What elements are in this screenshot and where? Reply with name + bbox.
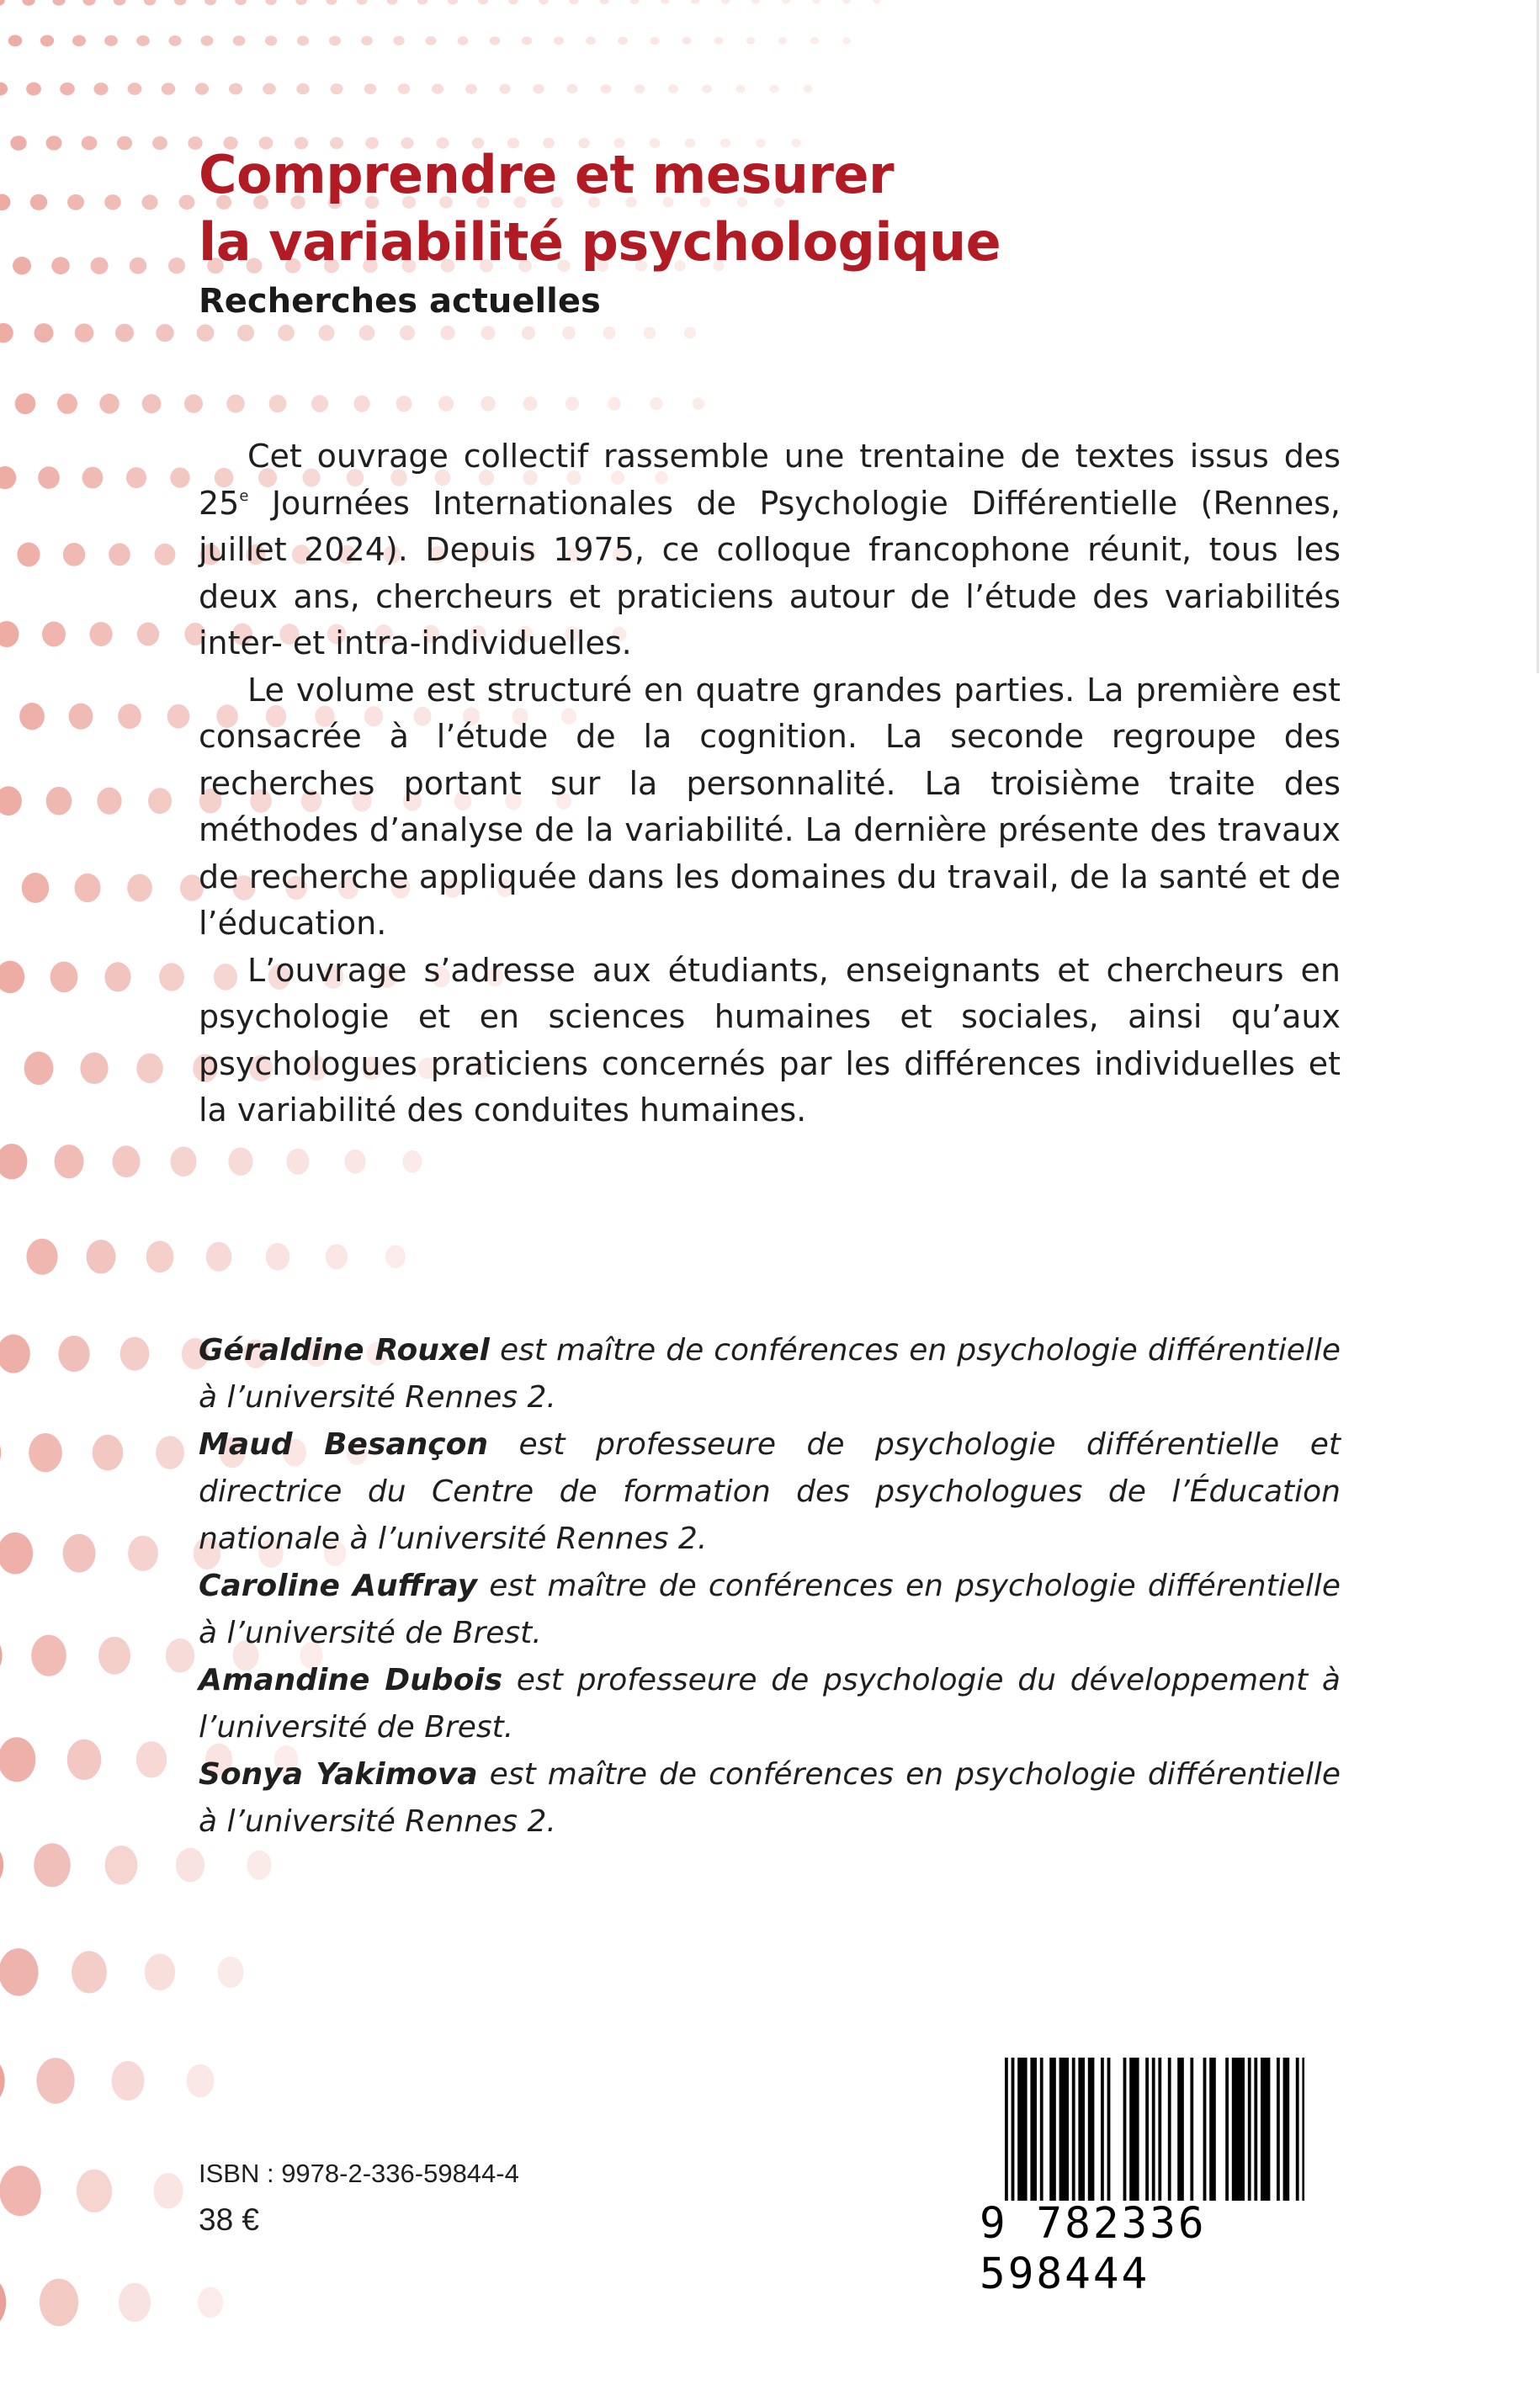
decor-dot xyxy=(31,1635,66,1676)
barcode-bar xyxy=(1190,2058,1193,2201)
decor-dot xyxy=(170,1146,196,1177)
barcode-digits: 9 782336 598444 xyxy=(980,2199,1207,2299)
decor-dot xyxy=(155,544,176,566)
decor-dot xyxy=(481,326,496,340)
decor-dot xyxy=(128,82,142,95)
decor-dot xyxy=(176,1848,204,1883)
decor-dot xyxy=(269,395,287,412)
decor-dot xyxy=(714,37,724,45)
decor-dot xyxy=(58,1336,89,1372)
decor-dot xyxy=(198,2287,223,2319)
decor-dot xyxy=(218,1957,244,1988)
decor-dot xyxy=(168,258,185,274)
decor-dot xyxy=(26,1239,57,1275)
decor-dot xyxy=(0,1841,3,1889)
decor-dot xyxy=(668,84,678,93)
page-edge-line xyxy=(1537,0,1539,673)
decor-dot xyxy=(187,2064,215,2098)
barcode-bar xyxy=(1017,2058,1027,2201)
barcode-bar xyxy=(1254,2058,1257,2201)
decor-dot xyxy=(782,0,790,4)
decor-dot xyxy=(359,325,375,340)
decor-dot xyxy=(702,85,712,93)
decor-dot xyxy=(13,257,31,274)
barcode-bar xyxy=(1261,2058,1270,2201)
decor-dot xyxy=(60,82,75,95)
decor-dot xyxy=(120,1337,150,1371)
summary-paragraph-1 xyxy=(199,433,1341,667)
decor-dot xyxy=(75,874,101,902)
decor-dot xyxy=(387,0,397,5)
decor-dot xyxy=(63,543,85,566)
decor-dot xyxy=(329,36,341,46)
barcode-bar xyxy=(1296,2058,1299,2201)
decor-dot xyxy=(499,84,510,94)
decor-dot xyxy=(684,327,696,339)
decor-dot xyxy=(89,622,112,646)
barcode-bar xyxy=(1277,2058,1280,2201)
decor-dot xyxy=(30,194,47,210)
barcode-bars xyxy=(1005,2058,1304,2207)
decor-dot xyxy=(266,1243,289,1271)
barcode-bar xyxy=(1158,2058,1161,2201)
decor-dot xyxy=(810,37,819,44)
author-bio-text: est professeure de psychologie différentielle et directrice du Centre de formation des psychologues de l’Éducation nationale à l’université Rennes 2. xyxy=(199,1427,1341,1556)
book-subtitle: Recherches actuelles xyxy=(199,282,601,321)
decor-dot xyxy=(112,2061,145,2101)
decor-dot xyxy=(114,0,125,5)
decor-dot xyxy=(0,961,24,994)
barcode-bar xyxy=(1129,2058,1139,2201)
decor-dot xyxy=(618,37,628,45)
barcode-bar xyxy=(1012,2058,1015,2201)
decor-dot xyxy=(533,84,544,93)
barcode-bar xyxy=(1030,2058,1037,2201)
book-summary xyxy=(199,433,1341,1134)
decor-dot xyxy=(0,2275,6,2330)
barcode-bar xyxy=(1302,2058,1304,2201)
decor-dot xyxy=(751,0,760,4)
ean13-barcode-icon xyxy=(974,2051,1332,2299)
decor-dot xyxy=(353,396,369,412)
decor-dot xyxy=(82,467,104,489)
decor-dot xyxy=(265,0,276,5)
decor-dot xyxy=(567,84,578,93)
decor-dot xyxy=(15,393,36,414)
decor-dot xyxy=(98,1637,130,1675)
decor-dot xyxy=(46,135,62,150)
decor-dot xyxy=(0,0,5,6)
decor-dot xyxy=(364,83,377,94)
decor-dot xyxy=(159,963,184,991)
decor-dot xyxy=(91,258,109,274)
decor-dot xyxy=(326,1244,348,1269)
decor-dot xyxy=(126,467,146,488)
decor-dot xyxy=(402,1150,422,1173)
decor-dot xyxy=(83,0,96,6)
barcode-bar xyxy=(1107,2058,1111,2201)
barcode-bar xyxy=(1283,2058,1290,2201)
decor-dot xyxy=(0,466,16,489)
decor-dot xyxy=(8,35,23,47)
decor-dot xyxy=(842,37,851,44)
author-biographies xyxy=(199,1327,1341,1846)
decor-dot xyxy=(24,1052,54,1086)
decor-dot xyxy=(682,37,692,45)
decor-dot xyxy=(206,1242,232,1272)
decor-dot xyxy=(0,1432,1,1474)
decor-dot xyxy=(278,325,295,342)
decor-dot xyxy=(72,35,86,46)
decor-dot xyxy=(162,82,176,94)
author-bio xyxy=(199,1327,1341,1421)
decor-dot xyxy=(82,136,98,151)
decor-dot xyxy=(19,703,45,730)
decor-dot xyxy=(204,0,216,5)
barcode-bar xyxy=(1049,2058,1056,2201)
decor-dot xyxy=(635,84,645,93)
decor-dot xyxy=(67,1740,102,1780)
decor-dot xyxy=(55,1145,84,1178)
decor-dot xyxy=(22,0,35,6)
decor-dot xyxy=(104,35,118,46)
decor-dot xyxy=(508,0,518,4)
barcode-bar xyxy=(1005,2058,1008,2201)
decor-dot xyxy=(522,327,535,340)
decor-dot xyxy=(153,2173,183,2209)
decor-dot xyxy=(0,1144,28,1179)
decor-dot xyxy=(69,704,93,730)
decor-dot xyxy=(0,621,19,647)
decor-dot xyxy=(167,704,190,729)
decor-dot xyxy=(458,36,469,45)
summary-p1-start: Cet ouvrage collectif rassemble une trentaine de textes issus des 25 xyxy=(199,438,1341,522)
author-bio xyxy=(199,1421,1341,1563)
barcode-bar xyxy=(1225,2058,1229,2201)
decor-dot xyxy=(778,37,787,44)
decor-dot xyxy=(0,2055,5,2107)
decor-dot xyxy=(0,2165,41,2216)
title-line-2: la variabilité psychologique xyxy=(199,211,1001,273)
decor-dot xyxy=(265,35,277,45)
decor-dot xyxy=(661,0,669,4)
author-name: Amandine Dubois xyxy=(199,1663,503,1697)
decor-dot xyxy=(156,324,173,342)
decor-dot xyxy=(174,0,186,5)
decor-dot xyxy=(137,623,159,646)
author-bio-text: est maître de conférences en psychologie différentielle à l’université Rennes 2. xyxy=(199,1757,1341,1839)
author-bio-text: est maître de conférences en psychologie différentielle à l’université Rennes 2. xyxy=(199,1333,1341,1415)
decor-dot xyxy=(874,0,881,3)
decor-dot xyxy=(35,323,54,343)
author-bio xyxy=(199,1657,1341,1751)
decor-dot xyxy=(693,397,704,410)
decor-dot xyxy=(233,35,246,45)
decor-dot xyxy=(113,1145,141,1177)
author-bio xyxy=(199,1563,1341,1657)
decor-dot xyxy=(0,194,10,211)
decor-dot xyxy=(104,962,130,991)
decor-dot xyxy=(735,85,745,93)
decor-dot xyxy=(237,325,254,342)
decor-dot xyxy=(297,36,309,46)
summary-paragraph-2: Le volume est structuré en quatre grandes parties. La première est consacrée à l’étude de la cognition. La seconde regroupe des recherches portant sur la personnalité. La troisième traite des méthodes d’analyse de la variabilité. La dernière présente des travaux de recherche appliquée dans les domaines du travail, de la santé et de l’éducation. xyxy=(199,671,1341,942)
decor-dot xyxy=(522,36,532,45)
decor-dot xyxy=(127,874,152,902)
decor-dot xyxy=(644,327,656,338)
decor-dot xyxy=(562,327,576,340)
barcode-bar xyxy=(1232,2058,1245,2201)
decor-dot xyxy=(432,84,443,94)
decor-dot xyxy=(67,194,84,210)
decor-dot xyxy=(586,37,596,45)
decor-dot xyxy=(26,82,41,96)
decor-dot xyxy=(104,194,121,210)
barcode-bar xyxy=(1088,2058,1095,2201)
decor-dot xyxy=(417,0,427,4)
decor-dot xyxy=(146,1240,174,1272)
barcode-bar xyxy=(1177,2058,1184,2201)
decor-dot xyxy=(539,0,548,4)
decor-dot xyxy=(136,1054,162,1084)
author-name: Sonya Yakimova xyxy=(199,1757,478,1792)
decor-dot xyxy=(0,786,22,815)
decor-dot xyxy=(425,36,436,45)
decor-dot xyxy=(144,0,156,5)
decor-dot xyxy=(770,85,779,93)
decor-dot xyxy=(812,0,820,3)
decor-dot xyxy=(603,327,615,339)
barcode-bar xyxy=(1078,2058,1085,2201)
decor-dot xyxy=(97,788,121,815)
decor-dot xyxy=(331,83,343,94)
decor-dot xyxy=(128,1536,158,1571)
decor-dot xyxy=(50,962,78,993)
decor-dot xyxy=(344,1150,365,1174)
ordinal-superscript: e xyxy=(239,486,249,505)
decor-dot xyxy=(0,1532,33,1575)
barcode-bar xyxy=(1059,2058,1069,2201)
barcode-bar xyxy=(1040,2058,1043,2201)
author-bio xyxy=(199,1751,1341,1846)
decor-dot xyxy=(385,1246,406,1269)
decor-dot xyxy=(721,0,730,4)
decor-dot xyxy=(608,397,621,411)
decor-dot xyxy=(93,82,108,95)
decor-dot xyxy=(566,396,579,411)
decor-dot xyxy=(440,326,454,340)
decor-dot xyxy=(650,37,659,45)
decor-dot xyxy=(46,787,72,815)
barcode-bar xyxy=(1203,2058,1207,2201)
decor-dot xyxy=(0,1633,3,1678)
decor-dot xyxy=(72,1951,107,1993)
decor-dot xyxy=(0,1948,39,1996)
decor-dot xyxy=(0,1737,35,1782)
author-bio-text: est maître de conférences en psychologie différentielle à l’université de Brest. xyxy=(199,1569,1341,1650)
barcode-bar xyxy=(1209,2058,1216,2201)
barcode-bar xyxy=(1123,2058,1127,2201)
decor-dot xyxy=(42,622,66,647)
decor-dot xyxy=(156,1436,184,1469)
decor-dot xyxy=(398,83,410,94)
decor-dot xyxy=(40,35,54,47)
decor-dot xyxy=(263,83,276,95)
decor-dot xyxy=(136,35,150,46)
decor-dot xyxy=(478,0,488,4)
decor-dot xyxy=(51,257,70,274)
isbn-number: ISBN : 9978-2-336-59844-4 xyxy=(199,2159,519,2188)
decor-dot xyxy=(843,0,851,3)
decor-dot xyxy=(57,394,77,414)
decor-dot xyxy=(201,35,214,45)
decor-dot xyxy=(319,325,335,341)
decor-dot xyxy=(554,36,564,45)
decor-dot xyxy=(490,36,501,45)
barcode-bar xyxy=(1152,2058,1155,2201)
decor-dot xyxy=(0,1335,30,1373)
decor-dot xyxy=(630,0,640,4)
decor-dot xyxy=(77,2170,112,2212)
book-price: 38 € xyxy=(199,2202,260,2237)
author-name: Géraldine Rouxel xyxy=(199,1333,490,1368)
decor-dot xyxy=(804,85,813,93)
title-line-1: Comprendre et mesurer xyxy=(199,144,895,205)
decor-dot xyxy=(119,2283,151,2322)
decor-dot xyxy=(130,258,147,274)
decor-dot xyxy=(87,1240,116,1273)
decor-dot xyxy=(145,1954,175,1991)
decor-dot xyxy=(184,395,203,413)
decor-dot xyxy=(0,82,8,96)
decor-dot xyxy=(393,36,404,45)
decor-dot xyxy=(465,84,477,94)
decor-dot xyxy=(75,323,93,342)
decor-dot xyxy=(357,0,368,5)
decor-dot xyxy=(311,396,328,412)
author-bio-text: est professeure de psychologie du développement à l’université de Brest. xyxy=(199,1663,1341,1745)
decor-dot xyxy=(691,0,699,4)
decor-dot xyxy=(17,543,40,567)
author-name: Maud Besançon xyxy=(199,1427,489,1462)
decor-dot xyxy=(80,1053,108,1085)
decor-dot xyxy=(99,394,119,414)
book-title xyxy=(199,141,1341,276)
decor-dot xyxy=(327,0,337,5)
decor-dot xyxy=(36,2058,74,2104)
decor-dot xyxy=(481,396,496,412)
decor-dot xyxy=(179,195,195,210)
decor-dot xyxy=(38,466,60,489)
summary-p1-end: Journées Internationales de Psychologie Différentielle (Rennes, juillet 2024). Depuis 1975, ce colloque francophone réunit, tous les deux ans, chercheurs et praticiens autour de l’étude des variabilités inter- et intra-individuelles. xyxy=(199,484,1341,661)
author-name: Caroline Auffray xyxy=(199,1569,478,1603)
decor-dot xyxy=(142,394,162,413)
decor-dot xyxy=(197,324,215,342)
decor-dot xyxy=(569,0,578,4)
decor-dot xyxy=(396,396,412,412)
decor-dot xyxy=(29,1433,62,1472)
decor-dot xyxy=(247,1851,271,1880)
decor-dot xyxy=(226,395,244,413)
summary-paragraph-3: L’ouvrage s’adresse aux étudiants, enseignants et chercheurs en psychologie et en sciences humaines et sociales, ainsi qu’aux psychologues praticiens concernés par les différences individuelles et la variabilité des conduites humaines. xyxy=(199,951,1341,1129)
decor-dot xyxy=(600,0,609,4)
decor-dot xyxy=(148,788,172,814)
decor-dot xyxy=(22,873,49,903)
decor-dot xyxy=(228,1148,252,1176)
barcode-bar xyxy=(1168,2058,1171,2201)
decor-dot xyxy=(168,35,181,46)
decor-dot xyxy=(166,1639,194,1673)
decor-dot xyxy=(286,1149,309,1175)
decor-dot xyxy=(400,326,415,341)
decor-dot xyxy=(63,1534,96,1573)
decor-dot xyxy=(115,324,134,343)
decor-dot xyxy=(53,0,66,6)
decor-dot xyxy=(109,543,130,566)
decor-dot xyxy=(746,37,755,45)
decor-dot xyxy=(0,323,13,343)
decor-dot xyxy=(438,396,454,412)
decor-dot xyxy=(10,135,26,151)
decor-dot xyxy=(523,396,538,411)
decor-dot xyxy=(296,83,309,94)
barcode-bar xyxy=(1072,2058,1075,2201)
decor-dot xyxy=(118,704,141,729)
decor-dot xyxy=(117,136,132,151)
decor-dot xyxy=(170,468,189,488)
decor-dot xyxy=(40,2279,78,2326)
barcode-bar xyxy=(1248,2058,1251,2201)
decor-dot xyxy=(651,397,663,410)
decor-dot xyxy=(235,0,247,5)
barcode-bar xyxy=(1101,2058,1104,2201)
decor-dot xyxy=(141,194,157,210)
decor-dot xyxy=(152,136,167,150)
decor-dot xyxy=(105,1846,138,1884)
decor-dot xyxy=(601,84,611,93)
decor-dot xyxy=(295,0,306,5)
decor-dot xyxy=(93,1435,124,1471)
decor-dot xyxy=(195,83,209,95)
decor-dot xyxy=(448,0,458,4)
decor-dot xyxy=(361,36,373,45)
decor-dot xyxy=(136,1741,167,1777)
decor-dot xyxy=(34,1843,71,1887)
barcode-bar xyxy=(1145,2058,1149,2201)
decor-dot xyxy=(229,83,242,95)
